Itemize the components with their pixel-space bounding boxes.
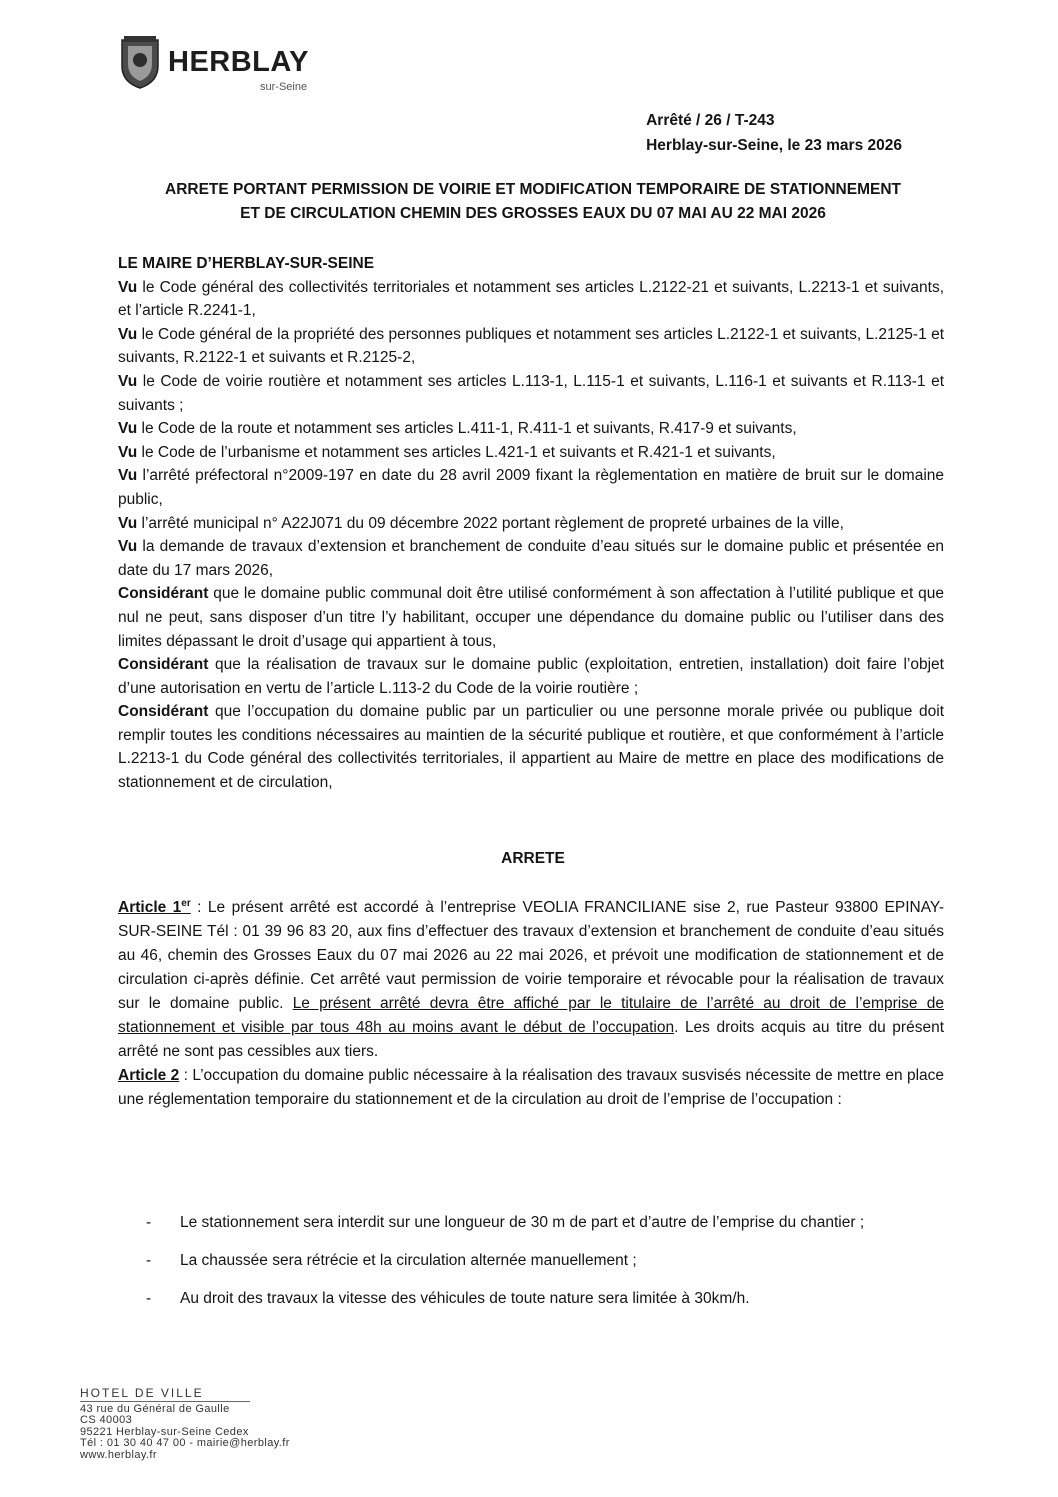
item-text: l’arrêté municipal n° A22J071 du 09 décembre 2022 portant règlement de propreté urbaines de la ville, xyxy=(137,514,844,532)
preamble-item xyxy=(118,276,944,323)
articles xyxy=(118,896,944,1112)
item-text: le Code de voirie routière et notamment ses articles L.113-1, L.115-1 et suivants, L.116-1 et suivants et R.113-1 et suivants ; xyxy=(118,372,944,414)
document-title xyxy=(118,178,948,226)
item-lead: Vu xyxy=(118,278,138,296)
bullet-dash: - xyxy=(146,1214,152,1231)
article-1-label xyxy=(118,899,191,916)
footer-title: HOTEL DE VILLE xyxy=(80,1388,250,1402)
item-lead: Vu xyxy=(118,325,138,343)
article-2 xyxy=(118,1064,944,1112)
article-1-text: Le présent arrêté est accordé à l’entreprise VEOLIA FRANCILIANE sise 2, rue Pasteur 93800 EPINAY-SUR-SEINE Tél : 01 39 96 83 20, aux fins d’effectuer des travaux d’extension et branchement de conduite d’eau situés au 46, chemin des Grosses Eaux du 07 mai 2026 au 22 mai 2026, et prévoit une modification de stationnement et de circulation ci-après définie. Cet arrêté vaut permission de voirie temporaire et révocable pour la réalisation de travaux sur le domaine public. xyxy=(118,899,945,1012)
list-item-text: Le stationnement sera interdit sur une longueur de 30 m de part et d’autre de l’emprise du chantier ; xyxy=(180,1214,865,1231)
restriction-list xyxy=(146,1206,946,1320)
arrete-heading: ARRETE xyxy=(501,850,565,867)
preamble-item xyxy=(118,441,944,465)
list-item-text: La chaussée sera rétrécie et la circulation alternée manuellement ; xyxy=(180,1252,637,1269)
item-lead: Considérant xyxy=(118,703,209,721)
article-1 xyxy=(118,896,944,1064)
item-lead: Vu xyxy=(118,467,138,485)
preamble-item xyxy=(118,653,944,700)
footer-line: CS 40003 xyxy=(80,1414,133,1426)
preamble-item xyxy=(118,582,944,653)
preamble-item xyxy=(118,370,944,417)
mayor-heading: LE MAIRE D’HERBLAY-SUR-SEINE xyxy=(118,255,375,272)
footer-address xyxy=(80,1388,400,1461)
item-lead: Vu xyxy=(118,538,138,556)
document-reference xyxy=(646,108,902,158)
reference-number: Arrêté / 26 / T-243 xyxy=(646,112,775,129)
bullet-dash: - xyxy=(146,1252,152,1269)
article-2-label: Article 2 xyxy=(118,1067,180,1084)
place-date: Herblay-sur-Seine, le 23 mars 2026 xyxy=(646,137,902,154)
item-text: le Code général de la propriété des personnes publiques et notamment ses articles L.2122-1 et suivants, L.2125-1 et suivants, R.2122-1 et suivants et R.2125-2, xyxy=(118,325,944,367)
list-item-text: Au droit des travaux la vitesse des véhicules de toute nature sera limitée à 30km/h. xyxy=(180,1290,750,1307)
list-item xyxy=(146,1282,946,1316)
article-1-underlined-text: Le présent arrêté devra être affiché par le titulaire de l’arrêté au droit de l’emprise de stationnement et visible par tous 48h au moins avant le début de l’occupation xyxy=(118,995,944,1036)
item-text: le Code de la route et notamment ses articles L.411-1, R.411-1 et suivants, R.417-9 et suivants, xyxy=(137,420,797,438)
item-lead: Considérant xyxy=(118,656,209,674)
article-1-label-text: Article 1 xyxy=(118,899,182,916)
article-2-text: L’occupation du domaine public nécessaire à la réalisation des travaux susvisés nécessite de mettre en place une réglementation temporaire du stationnement et de la circulation au droit de l’emprise de l’occupation : xyxy=(118,1067,945,1108)
article-1-text-end: . Les droits acquis au titre du présent arrêté ne sont pas cessibles aux tiers. xyxy=(118,1019,945,1060)
footer-line: 95221 Herblay-sur-Seine Cedex xyxy=(80,1425,249,1438)
item-text: que le domaine public communal doit être utilisé conformément à son affectation à l’utilité publique et que nul ne peut, sans disposer d’un titre l’y habilitant, occuper une dépendance du domaine public ou l’utiliser dans des limites dépassant le droit d’usage qui appartient à tous, xyxy=(118,585,944,650)
item-text: que l’occupation du domaine public par un particulier ou une personne morale privée ou publique doit remplir toutes les conditions nécessaires au maintien de la sécurité publique et routière, et que conformément à l’article L.2213-1 du Code général des collectivités territoriales, il appartient au Maire de mettre en place des modifications de stationnement et de circulation, xyxy=(118,703,944,792)
footer-line: www.herblay.fr xyxy=(80,1448,157,1461)
item-text: le Code général des collectivités territoriales et notamment ses articles L.2122-21 et suivants, L.2213-1 et suivants, et l’article R.2241-1, xyxy=(118,278,944,320)
title-line-2: ET DE CIRCULATION CHEMIN DES GROSSES EAUX DU 07 MAI AU 22 MAI 2026 xyxy=(240,205,826,222)
preamble-item xyxy=(118,417,944,441)
footer-line: 43 rue du Général de Gaulle xyxy=(80,1402,230,1415)
preamble-item xyxy=(118,700,944,794)
preamble-item xyxy=(118,323,944,370)
logo-name: HERBLAY xyxy=(168,46,310,78)
article-1-label-sup: er xyxy=(181,897,191,909)
preamble xyxy=(118,252,944,795)
item-lead: Vu xyxy=(118,420,138,438)
preamble-item xyxy=(118,512,944,536)
item-text: l’arrêté préfectoral n°2009-197 en date du 28 avril 2009 fixant la règlementation en matière de bruit sur le domaine public, xyxy=(118,467,944,508)
item-lead: Vu xyxy=(118,443,138,461)
title-line-1: ARRETE PORTANT PERMISSION DE VOIRIE ET MODIFICATION TEMPORAIRE DE STATIONNEMENT xyxy=(165,181,901,198)
preamble-item xyxy=(118,464,944,511)
item-lead: Considérant xyxy=(118,585,209,603)
article-2-sep: : xyxy=(179,1067,193,1084)
herblay-logo xyxy=(118,30,338,100)
item-text: la demande de travaux d’extension et branchement de conduite d’eau situés sur le domaine public et présentée en date du 17 mars 2026, xyxy=(118,538,944,579)
item-text: le Code de l’urbanisme et notamment ses articles L.421-1 et suivants et R.421-1 et suivants, xyxy=(137,443,776,461)
logo-subtitle: sur-Seine xyxy=(260,81,308,93)
article-1-sep: : xyxy=(190,899,208,916)
list-item xyxy=(146,1244,946,1278)
footer-line: Tél : 01 30 40 47 00 - mairie@herblay.fr xyxy=(80,1437,290,1449)
crest-icon xyxy=(118,36,162,90)
list-item xyxy=(146,1206,946,1240)
bullet-dash: - xyxy=(146,1290,152,1307)
item-lead: Vu xyxy=(118,372,138,390)
item-lead: Vu xyxy=(118,514,138,532)
preamble-item xyxy=(118,535,944,582)
item-text: que la réalisation de travaux sur le domaine public (exploitation, entretien, installation) doit faire l’objet d’une autorisation en vertu de l’article L.113-2 du Code de la voirie routière ; xyxy=(118,656,944,697)
